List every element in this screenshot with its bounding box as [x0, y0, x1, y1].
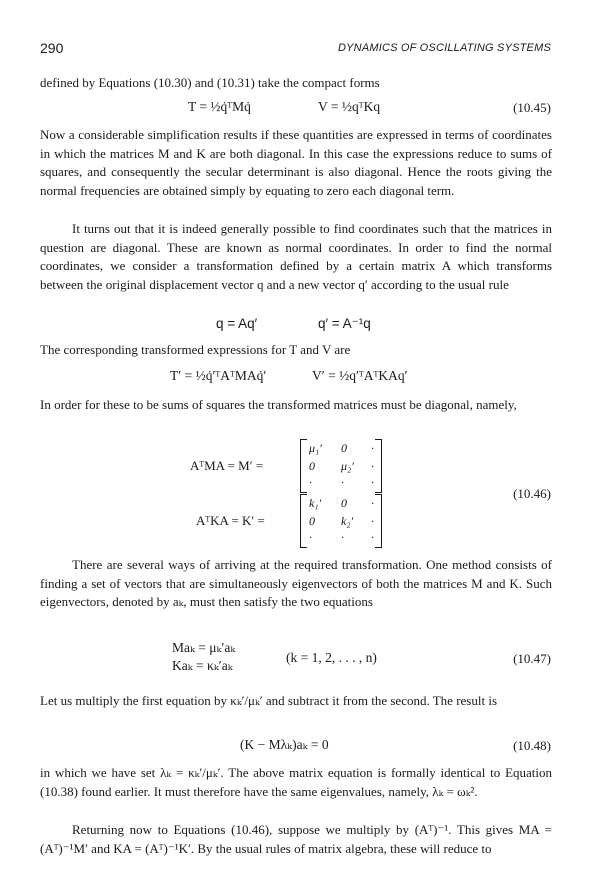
matrix-m-cell: 0 [309, 459, 315, 473]
matrix-k-cell: 0 [309, 514, 315, 528]
paragraph-eigenvectors: There are several ways of arriving at the required transformation. One method consists of finding a set of vectors that are simultaneously eigenvectors of both the matrices M and K. Such eigenvectors, denoted by aₖ, must then satisfy the two equations [40, 557, 552, 610]
page-number: 290 [40, 40, 64, 56]
equation-k-transform-lhs: AᵀKA = K′ = [196, 513, 265, 528]
matrix-m-prime [300, 439, 382, 493]
paragraph-returning: Returning now to Equations (10.46), suppose we multiply by (Aᵀ)⁻¹. This gives MA = (Aᵀ)⁻¹M′ and KA = (Aᵀ)⁻¹K′. By the usual rules of matrix algebra, these will reduce to [40, 822, 552, 856]
paragraph-simplification: Now a considerable simplification results if these quantities are expressed in terms of coordinates in which the matrices M and K are both diagonal. In this case the expressions reduce to sums of squares, and consequently the secular determinant is also diagonal. Hence the roots giving the normal frequencies are obtained simply by equating to zero each diagonal term. [40, 127, 552, 198]
running-title: DYNAMICS OF OSCILLATING SYSTEMS [338, 42, 551, 54]
matrix-k-cell: · [341, 530, 344, 544]
matrix-m-cell: 0 [341, 441, 347, 455]
paragraph-intro: defined by Equations (10.30) and (10.31) take the compact forms [40, 75, 380, 90]
equation-index-range: (k = 1, 2, . . . , n) [286, 650, 377, 665]
matrix-m-cell: · [341, 475, 344, 489]
matrix-k-cell: k₁′ [309, 496, 322, 510]
equation-transformed-kinetic: T′ = ½q̇′ᵀAᵀMAq̇′ [170, 368, 267, 383]
equation-number-10-48: (10.48) [513, 738, 551, 753]
matrix-k-cell: · [309, 530, 312, 544]
equation-eigen-k: Kaₖ = κₖ′aₖ [172, 658, 233, 673]
paragraph-diagonal: In order for these to be sums of squares the transformed matrices must be diagonal, namely, [40, 397, 517, 412]
equation-number-10-45: (10.45) [513, 100, 551, 115]
paragraph-normal-coordinates: It turns out that it is indeed generally possible to find coordinates such that the matrices in question are diagonal. These are known as normal coordinates. In order to find the normal coordinates, we consider a transformation defined by a certain matrix A which transforms between the original displacement vector q and a new vector q′ according to the usual rule [40, 221, 552, 292]
equation-potential-energy: V = ½qᵀKq [318, 99, 381, 114]
matrix-k-prime [300, 494, 382, 548]
equation-transformed-potential: V′ = ½q′ᵀAᵀKAq′ [312, 368, 408, 383]
matrix-m-cell: μ₁′ [309, 441, 322, 455]
equation-transform: q = Aq′ [216, 316, 258, 331]
matrix-m-cell: μ₂′ [341, 459, 354, 473]
matrix-m-cell: · [371, 475, 374, 489]
equation-kinetic-energy: T = ½q̇ᵀMq̇ [188, 99, 251, 114]
matrix-k-cell: k₂′ [341, 514, 354, 528]
equation-characteristic: (K − Mλₖ)aₖ = 0 [240, 737, 329, 752]
matrix-k-cell: · [371, 496, 374, 510]
equation-number-10-47: (10.47) [513, 651, 551, 666]
matrix-m-cell: · [371, 441, 374, 455]
matrix-m-cell: · [309, 475, 312, 489]
equation-m-transform-lhs: AᵀMA = M′ = [190, 458, 264, 473]
paragraph-transformed-expressions: The corresponding transformed expressions for T and V are [40, 342, 351, 357]
paragraph-eigenvalues: in which we have set λₖ = κₖ′/μₖ′. The above matrix equation is formally identical to Equation (10.38) found earlier. It must therefore have the same eigenvalues, namely, λₖ = ωₖ². [40, 765, 552, 799]
equation-inverse-transform: q′ = A⁻¹q [318, 316, 371, 331]
equation-number-10-46: (10.46) [513, 486, 551, 501]
matrix-k-cell: · [371, 530, 374, 544]
equation-eigen-m: Maₖ = μₖ′aₖ [172, 640, 236, 655]
matrix-k-cell: 0 [341, 496, 347, 510]
matrix-m-cell: · [371, 459, 374, 473]
paragraph-subtract: Let us multiply the first equation by κₖ′/μₖ′ and subtract it from the second. The result is [40, 693, 498, 708]
matrix-k-cell: · [371, 514, 374, 528]
